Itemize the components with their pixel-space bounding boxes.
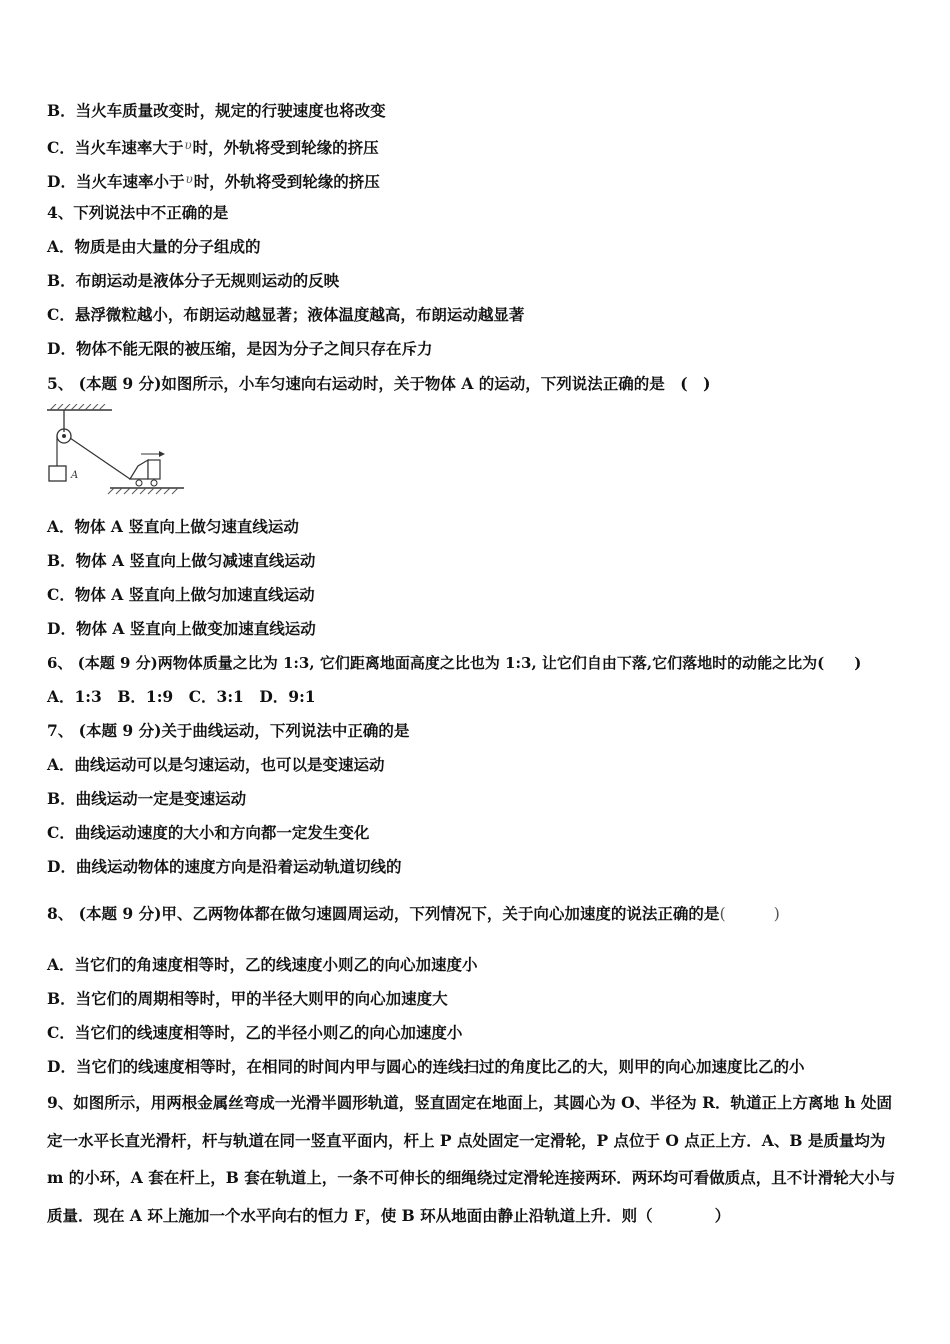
option-8c: C．当它们的线速度相等时，乙的半径小则乙的向心加速度小: [47, 1023, 463, 1042]
options-6: A．1:3 B．1:9 C．3:1 D．9:1: [47, 687, 316, 706]
option-8b: B．当它们的周期相等时，甲的半径大则甲的向心加速度大: [47, 989, 448, 1008]
option-3d-text-start: D．当火车速率小于: [47, 172, 185, 191]
option-5d: D．物体 A 竖直向上做变加速直线运动: [47, 619, 316, 638]
option-8a: A．当它们的角速度相等时，乙的线速度小则乙的向心加速度小: [47, 955, 478, 974]
option-5c: C．物体 A 竖直向上做匀加速直线运动: [47, 585, 315, 604]
option-5a: A．物体 A 竖直向上做匀速直线运动: [47, 517, 299, 536]
question-8: [47, 904, 780, 924]
question-4: 4、下列说法中不正确的是: [47, 203, 229, 222]
option-8d: D．当它们的线速度相等时，在相同的时间内甲与圆心的连线扫过的角度比乙的大，则甲的向心加速度比乙的小: [47, 1057, 805, 1076]
option-4b: B．布朗运动是液体分子无规则运动的反映: [47, 271, 340, 290]
option-7d: D．曲线运动物体的速度方向是沿着运动轨道切线的: [47, 857, 402, 876]
option-3c-text-start: C．当火车速率大于: [47, 138, 184, 157]
option-3c: [47, 135, 379, 158]
velocity-symbol: υ: [184, 138, 192, 152]
question-9: 9、如图所示，用两根金属丝弯成一光滑半圆形轨道，竖直固定在地面上，其圆心为 O、半径为 R．轨道正上方离地 h 处固定一水平长直光滑杆，杆与轨道在同一竖直平面内，杆上 P 点处固定一定滑轮，P 点位于 O 点正上方．A、B 是质量均为 m 的小环，A 套在杆上，B 套在轨道上，一条不可伸长的细绳绕过定滑轮连接两环．两环均可看做质点，且不计滑轮大小与质量．现在 A 环上施加一个水平向右的恒力 F，使 B 环从地面由静止沿轨道上升．则（ ）: [47, 1093, 896, 1225]
velocity-symbol: υ: [185, 172, 193, 186]
figure-label-a: A: [71, 470, 79, 481]
question-7: 7、 (本题 9 分)关于曲线运动，下列说法中正确的是: [47, 721, 410, 740]
question-6: 6、 (本题 9 分)两物体质量之比为 1:3, 它们距离地面高度之比也为 1:3, 让它们自由下落,它们落地时的动能之比为( ): [47, 654, 862, 672]
option-4d: D．物体不能无限的被压缩，是因为分子之间只存在斥力: [47, 339, 433, 358]
option-7b: B．曲线运动一定是变速运动: [47, 789, 247, 808]
option-4a: A．物质是由大量的分子组成的: [47, 237, 261, 256]
option-5b: B．物体 A 竖直向上做匀减速直线运动: [47, 551, 316, 570]
question-8-text: 8、 (本题 9 分)甲、乙两物体都在做匀速圆周运动，下列情况下，关于向心加速度的说法正确的是: [47, 904, 720, 923]
option-3d-text-end: 时，外轨将受到轮缘的挤压: [193, 172, 380, 191]
option-7a: A．曲线运动可以是匀速运动，也可以是变速运动: [47, 755, 385, 774]
option-3c-text-end: 时，外轨将受到轮缘的挤压: [192, 138, 379, 157]
option-7c: C．曲线运动速度的大小和方向都一定发生变化: [47, 823, 370, 842]
option-3d: [47, 169, 380, 192]
option-4c: C．悬浮微粒越小，布朗运动越显著；液体温度越高，布朗运动越显著: [47, 305, 525, 324]
option-3b: B．当火车质量改变时，规定的行驶速度也将改变: [47, 101, 386, 120]
answer-paren: ( ): [719, 904, 780, 923]
question-5: 5、 (本题 9 分)如图所示，小车匀速向右运动时，关于物体 A 的运动，下列说法正确的是 ( ): [47, 374, 711, 393]
pulley-cart-figure: [44, 404, 189, 504]
